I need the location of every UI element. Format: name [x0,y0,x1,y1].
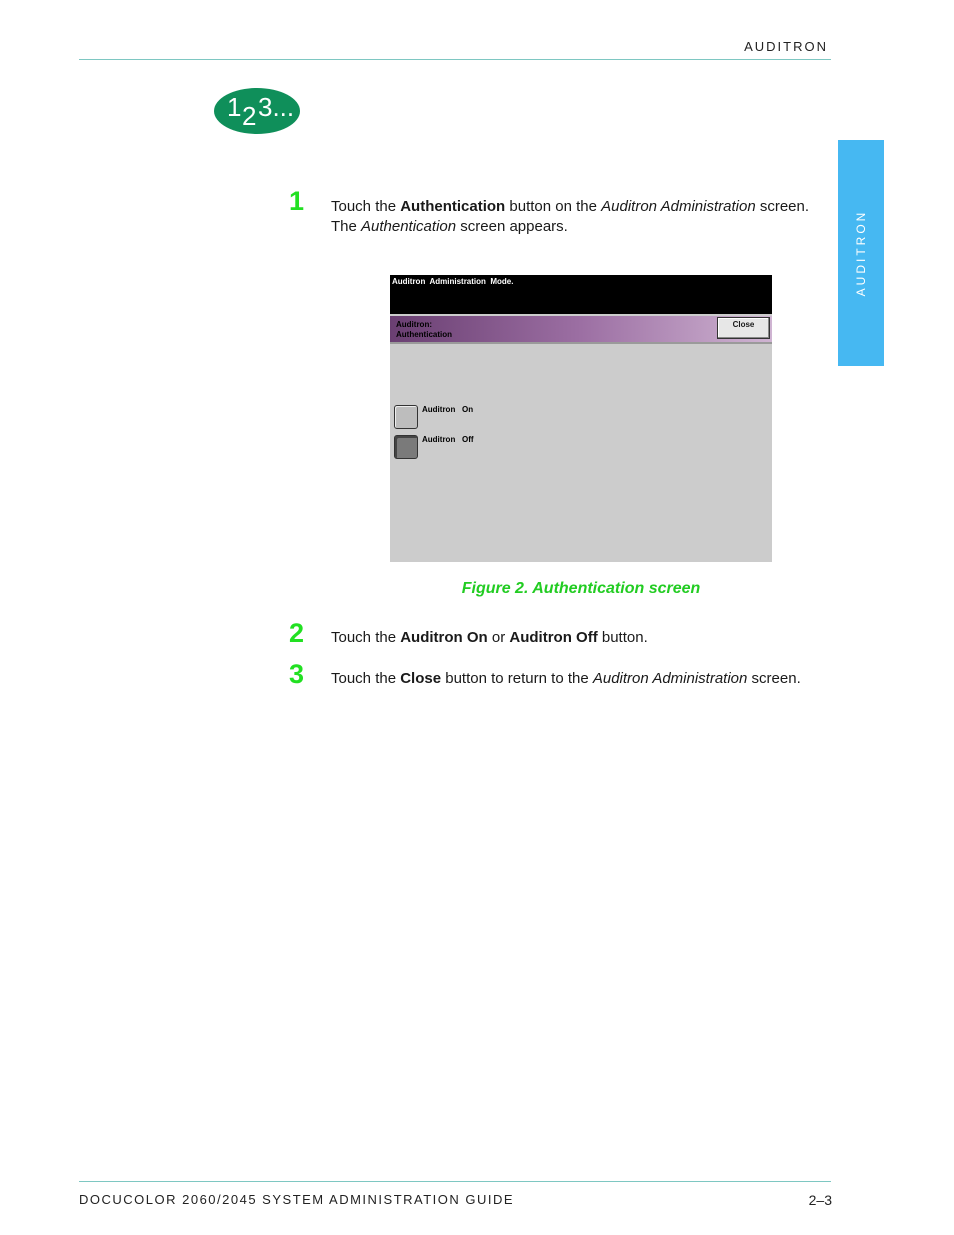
screen-header-label [396,320,452,340]
step1-part: screen. The [331,198,810,235]
auditron-off-button[interactable] [394,435,418,459]
page-number: 2–3 [808,1192,832,1208]
screen-top-bar [390,275,772,314]
section-side-tab [838,140,884,366]
step2-off-bold: Auditron Off [509,629,598,646]
side-tab-label: AUDITRON [854,209,868,297]
auditron-off-label: Auditron Off [422,435,474,444]
screen-header-line2: Authentication [396,330,452,339]
screen-header-line1: Auditron: [396,320,432,329]
figure-caption: Figure 2. Authentication screen [461,580,701,597]
step3-part: screen. [747,670,801,687]
step2-part: or [487,629,510,646]
authentication-screen-figure [390,275,772,562]
step3-part: button to return to the [441,670,593,687]
step-text-3 [331,669,821,689]
step1-authentication-italic: Authentication [361,218,457,235]
steps-badge-icon [214,88,300,134]
screen-header-bar [390,316,772,342]
step2-part: button. [597,629,648,646]
step3-part: Touch the [331,670,401,687]
step-number-1: 1 [289,186,305,216]
badge-digit-1: 1 [227,92,242,122]
close-button[interactable]: Close [717,317,770,339]
step-text-1 [331,197,821,237]
step1-part: Touch the [331,198,401,215]
auditron-on-button[interactable] [394,405,418,429]
step2-on-bold: Auditron On [400,629,488,646]
step1-admin-italic: Auditron Administration [601,198,756,215]
footer-title: DOCUCOLOR 2060/2045 SYSTEM ADMINISTRATION GUIDE [79,1192,515,1207]
auditron-on-label: Auditron On [422,405,474,414]
header-title: AUDITRON [744,39,828,54]
step1-part: screen appears. [456,218,568,235]
step2-part: Touch the [331,629,401,646]
screen-mode-title: Auditron Administration Mode. [392,277,514,286]
screen-separator [390,342,772,344]
step-number-3: 3 [289,659,305,689]
badge-digit-3: 3... [258,92,295,122]
step3-admin-italic: Auditron Administration [592,670,748,687]
header-divider [79,59,831,60]
badge-digit-2: 2 [242,101,257,131]
footer-divider [79,1181,831,1182]
step-number-2: 2 [289,618,305,648]
step3-close-bold: Close [400,670,442,687]
step-text-2 [331,628,821,648]
step1-part: button on the [505,198,602,215]
step1-authentication-bold: Authentication [400,198,506,215]
